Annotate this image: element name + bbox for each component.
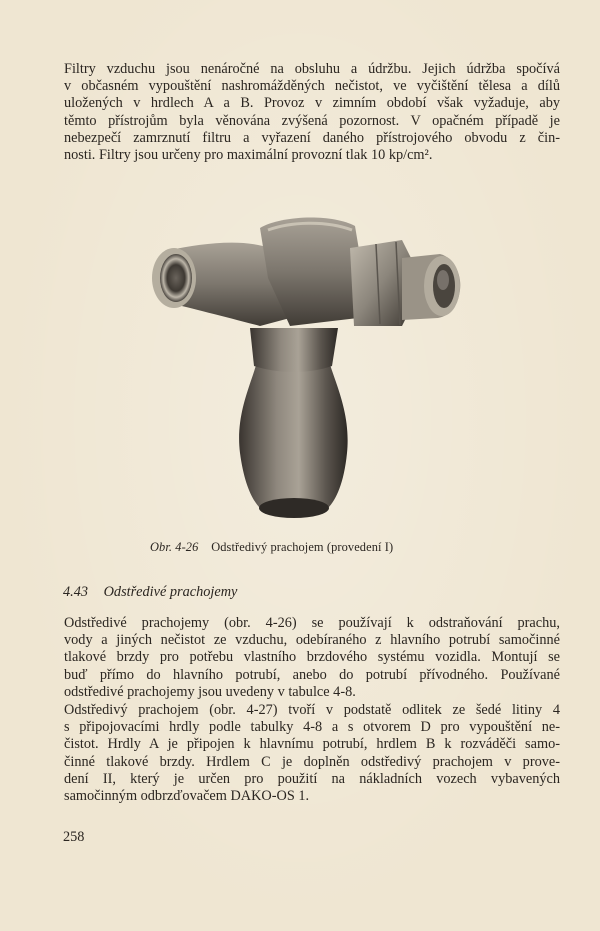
text-line: odstředivé prachojemy jsou uvedeny v tabulce 4-8. [64,683,356,700]
paragraph-centrifugal-collectors-intro [64,615,560,701]
text-line: nebezpečí zamrznutí filtru a vyřazení daného přístrojového obvodu z čin- [64,129,560,146]
section-title: Odstředivé prachojemy [103,584,238,600]
text-line: samočinným odbrzďovačem DAKO-OS 1. [64,788,310,805]
text-line: činné tlakové brzdy. Hrdlem C je doplněn odstředivý prachojem v prove- [64,753,560,770]
text-line: buď přímo do hlavního potrubí, anebo do potrubí přívodného. Používané [64,666,560,683]
text-line: s připojovacími hrdly podle tabulky 4-8 a s otvorem D pro vypouštění ne- [64,719,560,736]
paragraph-centrifugal-collector-description [64,702,560,805]
figure-number: Obr. 4-26 [150,540,199,554]
text-line: Filtry vzduchu jsou nenáročné na obsluhu a údržbu. Jejich údržba spočívá [64,61,560,77]
text-line: dení II, který je určen pro použití na nákladních vozech vybavených [64,770,560,787]
figure-centrifugal-dust-collector-photo [140,208,470,528]
text-line: nosti. Filtry jsou určeny pro maximální provozní tlak 10 kp/cm². [64,147,433,164]
text-line: čistot. Hrdly A je připojen k hlavnímu potrubí, hrdlem B k rozváděči samo- [64,736,560,753]
figure-caption-text: Odstředivý prachojem (provedení I) [211,540,394,554]
text-line: uložených v hrdlech A a B. Provoz v zimním období však vyžaduje, aby [64,95,560,112]
page-number: 258 [63,829,85,845]
paragraph-filters-maintenance [64,61,560,164]
text-line: Odstředivý prachojem (obr. 4-27) tvoří v podstatě odlitek ze šedé litiny 4 [64,702,560,718]
section-heading [63,584,237,601]
section-number: 4.43 [63,584,89,600]
text-line: tlakové brzdy pro potřebu vlastního brzdového systému vozidla. Montují se [64,649,560,666]
text-line: Odstředivé prachojemy (obr. 4-26) se používají k odstraňování prachu, [64,615,560,631]
text-line: v občasném vypouštění nashromážděných nečistot, ve vyčištění tělesa a dílů [64,78,560,95]
text-line: těmto přístrojům byla věnována zvýšená pozornost. V opačném případě je [64,112,560,129]
figure-caption [150,540,393,555]
text-line: vody a jiných nečistot ze vzduchu, odebíraného z hlavního potrubí samočinné [64,632,560,649]
